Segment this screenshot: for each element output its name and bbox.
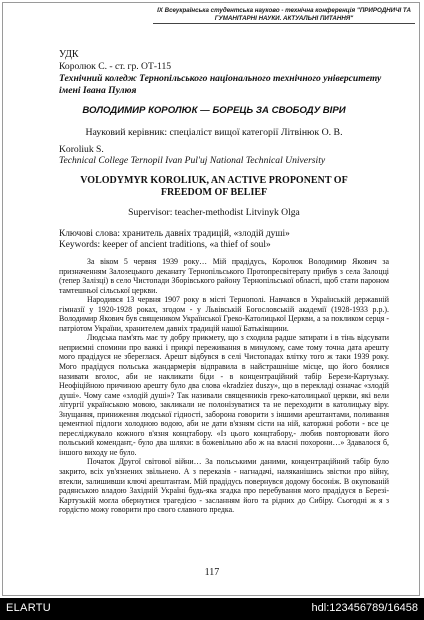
handle-id[interactable]: hdl:123456789/16458 (311, 602, 418, 614)
paragraph: Початок Другої світової війни… За польськими даними, концентраційний табір було закрито, всіх ув'язнених звільнено. А з переказів - нагнадачі, наляканішись звістки про війну, втекли, залишивши ключі арештантам. Мій прадідусь повернувся додому босоніж. В окупованій радянською владою Західній Україні будь-яка згадка про перебування мого прадідуся в Березі-Картузькій могла обернутися трагедією - засланням його та рідних до Сибіру. Сьогодні ж я з гордістю можу говорити про свого славного предка. (59, 457, 389, 515)
paragraph: Людська пам'ять має ту добру прикмету, що з сходила радше затирати і в тінь відсувати неприємні спомини про важкі і прикрі переживання в минулому, саме тому точна дата арешту мого прадідуся не збереглася. Арешт відбувся в селі Чистопадах влітку того ж таки 1939 року. Мого прадідуся польська жандармерія відправила в найстрашніше місце, що його боялися називати вголос, аби не накликати біди - в концентраційний табір Берези-Картузьку. Неофіційною причиною арешту було два слова «kradziez duszy», що в перекладі означає «злодій душі». Чому саме «злодій душі»? Так називали священників греко-католицької церкви, які вели літургії українською мовою, закликали не полонізуватися та не переходити в католицьку віру. Знущання, приниження людської гідності, заборона говорити з іншими арештантами, поливання цементної підлоги холодною водою, аби не дати в'язням сісти на ній, каторжні роботи - все це пересліджувало кожного в'язня концтабору. «Із цього концтабору,- любив повторювати його польський комендант,- було два шляхи: в божевільню або ж на власні похорони…» Здавалося б, іншого виходу не було. (59, 333, 389, 457)
institution-ua: Технічний коледж Тернопільського національного технічного університету імені Івана Пулюя (59, 73, 382, 96)
paragraph: Народився 13 червня 1907 року в місті Тернополі. Навчався в Українській державній гімназії у 1920-1928 роках, згодом - у Львівській Богословській академії (1928-1933 р.р.). Володимир Якович був священиком Української Греко-Католицької Церкви, а за покликом серця - патріотом України, хранителем давніх традицій нашої Батьківщини. (59, 295, 389, 333)
keywords-ua: Ключові слова: хранитель давніх традицій, «злодій душі» (59, 229, 290, 239)
supervisor-en: Supervisor: teacher-methodist Litvinyk Olga (128, 207, 300, 218)
supervisor-ua: Науковий керівник: спеціаліст вищої категорії Літвінюк О. В. (85, 127, 343, 138)
paper-page (2, 2, 420, 596)
udk-label: УДК (59, 49, 79, 60)
authors-en: Koroliuk S. (59, 144, 104, 155)
title-en: VOLODYMYR KOROLIUK, AN ACTIVE PROPONENT OF FREEDOM OF BELIEF (80, 175, 348, 198)
paragraph: За віком 5 червня 1939 року… Мій прадідусь, Королюк Володимир Якович за призначенням Залозецького деканату Тернопільського Протопресвітерату прибув з села Залоцці (тепер Залізці) в село Чистопади Зборівського району Тернопільської області, щоб стати пароном тамтешньої сільської церкви. (59, 257, 389, 295)
conference-header: IX Всеукраїнська студентська науково - технічна конференція "ПРИРОДНИЧІ ТА ГУМАНІТАРНІ НАУКИ. АКТУАЛЬНІ ПИТАННЯ" (153, 7, 415, 24)
institution-en: Technical College Ternopil Ivan Pul'uj National Technical University (59, 155, 326, 166)
title-ua: ВОЛОДИМИР КОРОЛЮК — БОРЕЦЬ ЗА СВОБОДУ ВІРИ (82, 105, 346, 116)
page-number: 117 (204, 567, 220, 578)
authors-ua: Королюк С. - ст. гр. ОТ-115 (59, 61, 172, 72)
keywords-en: Keywords: keeper of ancient traditions, «a thief of soul» (59, 240, 271, 250)
repository-footer (0, 598, 424, 620)
body-text (59, 257, 389, 515)
repository-name[interactable]: ELARTU (6, 602, 51, 614)
